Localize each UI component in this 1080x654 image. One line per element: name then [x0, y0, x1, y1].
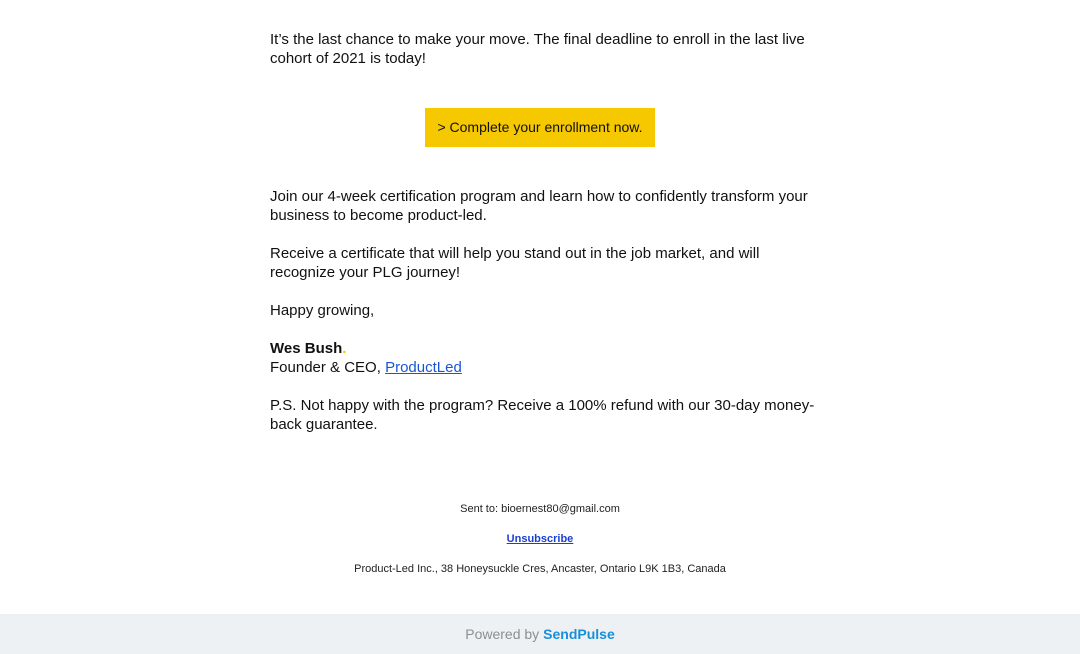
intro-section: [270, 30, 815, 68]
closing-text: Happy growing,: [270, 302, 375, 319]
sendpulse-logo: SendPulse: [543, 626, 615, 642]
email-footer: [0, 503, 1080, 593]
signature-title: Founder & CEO,: [270, 359, 386, 376]
sent-to-text: Sent to: bioernest80@gmail.com: [460, 503, 620, 515]
productled-link[interactable]: ProductLed: [385, 359, 462, 376]
intro-text: It’s the last chance to make your move. The final deadline to enroll in the last live cohort of 2021 is today!: [270, 31, 805, 67]
body-paragraph-program: Join our 4-week certification program and learn how to confidently transform your business to become product-led.: [270, 188, 808, 224]
powered-by-text: Powered by: [465, 626, 540, 642]
complete-enrollment-button[interactable]: > Complete your enrollment now.: [425, 108, 655, 147]
company-address: Product-Led Inc., 38 Honeysuckle Cres, Ancaster, Ontario L9K 1B3, Canada: [354, 563, 726, 575]
cta-container: [425, 108, 655, 147]
sendpulse-link[interactable]: [465, 626, 615, 642]
signature-name: Wes Bush: [270, 340, 343, 357]
powered-by-bar: [0, 614, 1080, 654]
signature: [270, 339, 815, 377]
signature-dot: .: [342, 340, 347, 357]
unsubscribe-link[interactable]: Unsubscribe: [506, 533, 574, 545]
ps-text: P.S. Not happy with the program? Receive a 100% refund with our 30-day money-back guarantee.: [270, 397, 815, 433]
body-paragraph-certificate: Receive a certificate that will help you stand out in the job market, and will recognize your PLG journey!: [270, 245, 760, 281]
email-body: [270, 187, 815, 453]
